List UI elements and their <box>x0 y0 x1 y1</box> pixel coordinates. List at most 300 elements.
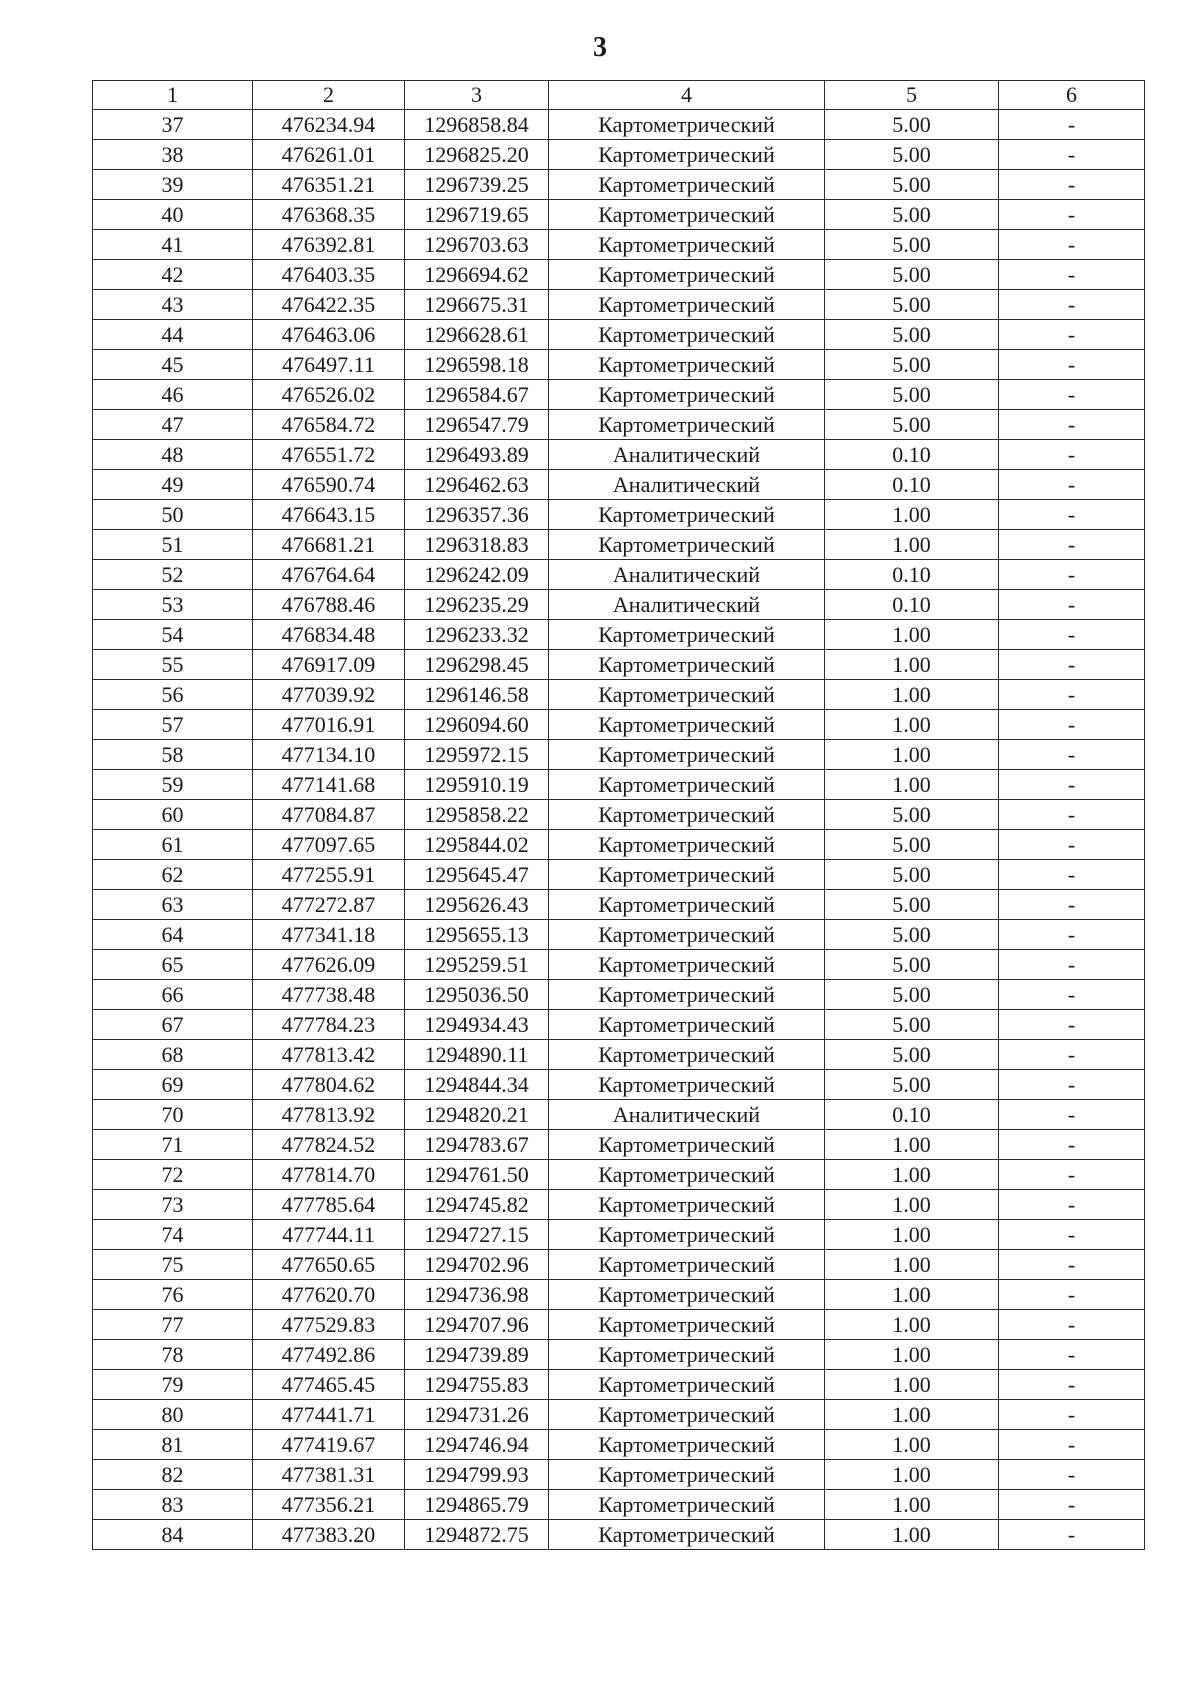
table-row <box>93 170 1145 200</box>
description-cell: - <box>999 1070 1145 1100</box>
accuracy-cell: 0.10 <box>825 470 999 500</box>
column-header-6: 6 <box>999 81 1145 110</box>
y-coordinate-cell: 1295972.15 <box>405 740 549 770</box>
accuracy-cell: 1.00 <box>825 1160 999 1190</box>
accuracy-cell: 1.00 <box>825 1340 999 1370</box>
accuracy-cell: 5.00 <box>825 1040 999 1070</box>
x-coordinate-cell: 477813.42 <box>253 1040 405 1070</box>
y-coordinate-cell: 1295844.02 <box>405 830 549 860</box>
point-number-cell: 51 <box>93 530 253 560</box>
point-number-cell: 80 <box>93 1400 253 1430</box>
table-row <box>93 140 1145 170</box>
method-cell: Картометрический <box>549 1310 825 1340</box>
description-cell: - <box>999 560 1145 590</box>
point-number-cell: 74 <box>93 1220 253 1250</box>
description-cell: - <box>999 200 1145 230</box>
table-row <box>93 920 1145 950</box>
description-cell: - <box>999 1520 1145 1550</box>
x-coordinate-cell: 477419.67 <box>253 1430 405 1460</box>
description-cell: - <box>999 590 1145 620</box>
table-row <box>93 470 1145 500</box>
table-row <box>93 1490 1145 1520</box>
y-coordinate-cell: 1296598.18 <box>405 350 549 380</box>
column-header-2: 2 <box>253 81 405 110</box>
y-coordinate-cell: 1296628.61 <box>405 320 549 350</box>
y-coordinate-cell: 1296825.20 <box>405 140 549 170</box>
description-cell: - <box>999 320 1145 350</box>
x-coordinate-cell: 477785.64 <box>253 1190 405 1220</box>
table-row <box>93 230 1145 260</box>
y-coordinate-cell: 1294761.50 <box>405 1160 549 1190</box>
x-coordinate-cell: 476917.09 <box>253 650 405 680</box>
x-coordinate-cell: 477097.65 <box>253 830 405 860</box>
accuracy-cell: 1.00 <box>825 680 999 710</box>
point-number-cell: 65 <box>93 950 253 980</box>
x-coordinate-cell: 476261.01 <box>253 140 405 170</box>
description-cell: - <box>999 950 1145 980</box>
table-row <box>93 1070 1145 1100</box>
table-row <box>93 530 1145 560</box>
y-coordinate-cell: 1294820.21 <box>405 1100 549 1130</box>
point-number-cell: 76 <box>93 1280 253 1310</box>
table-row <box>93 1430 1145 1460</box>
x-coordinate-cell: 477650.65 <box>253 1250 405 1280</box>
description-cell: - <box>999 1190 1145 1220</box>
accuracy-cell: 5.00 <box>825 860 999 890</box>
method-cell: Картометрический <box>549 770 825 800</box>
y-coordinate-cell: 1295626.43 <box>405 890 549 920</box>
table-row <box>93 1100 1145 1130</box>
point-number-cell: 42 <box>93 260 253 290</box>
method-cell: Картометрический <box>549 500 825 530</box>
y-coordinate-cell: 1296858.84 <box>405 110 549 140</box>
method-cell: Картометрический <box>549 1070 825 1100</box>
y-coordinate-cell: 1294783.67 <box>405 1130 549 1160</box>
method-cell: Картометрический <box>549 860 825 890</box>
method-cell: Картометрический <box>549 1370 825 1400</box>
method-cell: Картометрический <box>549 650 825 680</box>
method-cell: Картометрический <box>549 1520 825 1550</box>
method-cell: Картометрический <box>549 920 825 950</box>
accuracy-cell: 5.00 <box>825 290 999 320</box>
description-cell: - <box>999 290 1145 320</box>
method-cell: Картометрический <box>549 1190 825 1220</box>
method-cell: Картометрический <box>549 1280 825 1310</box>
y-coordinate-cell: 1296584.67 <box>405 380 549 410</box>
y-coordinate-cell: 1296739.25 <box>405 170 549 200</box>
x-coordinate-cell: 476681.21 <box>253 530 405 560</box>
accuracy-cell: 5.00 <box>825 410 999 440</box>
point-number-cell: 38 <box>93 140 253 170</box>
accuracy-cell: 1.00 <box>825 1190 999 1220</box>
point-number-cell: 43 <box>93 290 253 320</box>
method-cell: Картометрический <box>549 380 825 410</box>
method-cell: Картометрический <box>549 830 825 860</box>
method-cell: Картометрический <box>549 530 825 560</box>
accuracy-cell: 5.00 <box>825 320 999 350</box>
method-cell: Картометрический <box>549 170 825 200</box>
method-cell: Картометрический <box>549 350 825 380</box>
table-row <box>93 740 1145 770</box>
x-coordinate-cell: 477383.20 <box>253 1520 405 1550</box>
x-coordinate-cell: 476497.11 <box>253 350 405 380</box>
method-cell: Картометрический <box>549 1040 825 1070</box>
description-cell: - <box>999 1310 1145 1340</box>
point-number-cell: 47 <box>93 410 253 440</box>
page-number: 3 <box>593 32 607 63</box>
point-number-cell: 59 <box>93 770 253 800</box>
y-coordinate-cell: 1295858.22 <box>405 800 549 830</box>
table-row <box>93 770 1145 800</box>
method-cell: Картометрический <box>549 260 825 290</box>
point-number-cell: 62 <box>93 860 253 890</box>
accuracy-cell: 5.00 <box>825 920 999 950</box>
point-number-cell: 72 <box>93 1160 253 1190</box>
method-cell: Картометрический <box>549 1490 825 1520</box>
y-coordinate-cell: 1296233.32 <box>405 620 549 650</box>
description-cell: - <box>999 1130 1145 1160</box>
description-cell: - <box>999 710 1145 740</box>
y-coordinate-cell: 1296547.79 <box>405 410 549 440</box>
method-cell: Картометрический <box>549 410 825 440</box>
y-coordinate-cell: 1296357.36 <box>405 500 549 530</box>
method-cell: Картометрический <box>549 200 825 230</box>
point-number-cell: 71 <box>93 1130 253 1160</box>
table-row <box>93 1040 1145 1070</box>
table-row <box>93 1400 1145 1430</box>
y-coordinate-cell: 1294934.43 <box>405 1010 549 1040</box>
x-coordinate-cell: 477084.87 <box>253 800 405 830</box>
x-coordinate-cell: 476368.35 <box>253 200 405 230</box>
column-header-1: 1 <box>93 81 253 110</box>
accuracy-cell: 1.00 <box>825 1250 999 1280</box>
table-row <box>93 1010 1145 1040</box>
description-cell: - <box>999 1460 1145 1490</box>
x-coordinate-cell: 476551.72 <box>253 440 405 470</box>
method-cell: Аналитический <box>549 440 825 470</box>
point-number-cell: 56 <box>93 680 253 710</box>
accuracy-cell: 1.00 <box>825 1370 999 1400</box>
point-number-cell: 75 <box>93 1250 253 1280</box>
x-coordinate-cell: 477620.70 <box>253 1280 405 1310</box>
table-row <box>93 560 1145 590</box>
header-row <box>93 81 1145 110</box>
point-number-cell: 78 <box>93 1340 253 1370</box>
y-coordinate-cell: 1296094.60 <box>405 710 549 740</box>
accuracy-cell: 1.00 <box>825 1130 999 1160</box>
table-row <box>93 290 1145 320</box>
y-coordinate-cell: 1294736.98 <box>405 1280 549 1310</box>
point-number-cell: 64 <box>93 920 253 950</box>
table-row <box>93 1280 1145 1310</box>
x-coordinate-cell: 477255.91 <box>253 860 405 890</box>
table-row <box>93 500 1145 530</box>
accuracy-cell: 5.00 <box>825 1070 999 1100</box>
y-coordinate-cell: 1294739.89 <box>405 1340 549 1370</box>
method-cell: Картометрический <box>549 1010 825 1040</box>
accuracy-cell: 5.00 <box>825 110 999 140</box>
accuracy-cell: 1.00 <box>825 1520 999 1550</box>
table-row <box>93 1340 1145 1370</box>
y-coordinate-cell: 1294755.83 <box>405 1370 549 1400</box>
method-cell: Картометрический <box>549 950 825 980</box>
accuracy-cell: 5.00 <box>825 1010 999 1040</box>
description-cell: - <box>999 1100 1145 1130</box>
x-coordinate-cell: 477626.09 <box>253 950 405 980</box>
description-cell: - <box>999 470 1145 500</box>
x-coordinate-cell: 476764.64 <box>253 560 405 590</box>
accuracy-cell: 1.00 <box>825 1220 999 1250</box>
description-cell: - <box>999 890 1145 920</box>
x-coordinate-cell: 476234.94 <box>253 110 405 140</box>
point-number-cell: 58 <box>93 740 253 770</box>
description-cell: - <box>999 800 1145 830</box>
accuracy-cell: 5.00 <box>825 350 999 380</box>
description-cell: - <box>999 920 1145 950</box>
point-number-cell: 52 <box>93 560 253 590</box>
accuracy-cell: 5.00 <box>825 200 999 230</box>
table-row <box>93 350 1145 380</box>
table-row <box>93 1310 1145 1340</box>
method-cell: Картометрический <box>549 1160 825 1190</box>
method-cell: Картометрический <box>549 710 825 740</box>
method-cell: Картометрический <box>549 740 825 770</box>
table-row <box>93 1130 1145 1160</box>
x-coordinate-cell: 477039.92 <box>253 680 405 710</box>
description-cell: - <box>999 1040 1145 1070</box>
column-header-4: 4 <box>549 81 825 110</box>
table-row <box>93 1220 1145 1250</box>
x-coordinate-cell: 477492.86 <box>253 1340 405 1370</box>
description-cell: - <box>999 1280 1145 1310</box>
y-coordinate-cell: 1294746.94 <box>405 1430 549 1460</box>
accuracy-cell: 1.00 <box>825 740 999 770</box>
description-cell: - <box>999 230 1145 260</box>
table-row <box>93 590 1145 620</box>
x-coordinate-cell: 476788.46 <box>253 590 405 620</box>
x-coordinate-cell: 477824.52 <box>253 1130 405 1160</box>
table-row <box>93 440 1145 470</box>
description-cell: - <box>999 650 1145 680</box>
accuracy-cell: 1.00 <box>825 1490 999 1520</box>
x-coordinate-cell: 476643.15 <box>253 500 405 530</box>
point-number-cell: 48 <box>93 440 253 470</box>
point-number-cell: 68 <box>93 1040 253 1070</box>
point-number-cell: 41 <box>93 230 253 260</box>
y-coordinate-cell: 1296462.63 <box>405 470 549 500</box>
description-cell: - <box>999 500 1145 530</box>
table-row <box>93 830 1145 860</box>
accuracy-cell: 1.00 <box>825 1310 999 1340</box>
table-row <box>93 1250 1145 1280</box>
x-coordinate-cell: 477272.87 <box>253 890 405 920</box>
method-cell: Картометрический <box>549 1340 825 1370</box>
x-coordinate-cell: 477738.48 <box>253 980 405 1010</box>
column-header-3: 3 <box>405 81 549 110</box>
y-coordinate-cell: 1295910.19 <box>405 770 549 800</box>
table-row <box>93 1190 1145 1220</box>
point-number-cell: 46 <box>93 380 253 410</box>
point-number-cell: 67 <box>93 1010 253 1040</box>
y-coordinate-cell: 1294865.79 <box>405 1490 549 1520</box>
point-number-cell: 50 <box>93 500 253 530</box>
method-cell: Картометрический <box>549 110 825 140</box>
method-cell: Аналитический <box>549 470 825 500</box>
x-coordinate-cell: 477784.23 <box>253 1010 405 1040</box>
accuracy-cell: 1.00 <box>825 620 999 650</box>
point-number-cell: 61 <box>93 830 253 860</box>
point-number-cell: 84 <box>93 1520 253 1550</box>
y-coordinate-cell: 1294799.93 <box>405 1460 549 1490</box>
table-row <box>93 710 1145 740</box>
description-cell: - <box>999 680 1145 710</box>
point-number-cell: 37 <box>93 110 253 140</box>
method-cell: Картометрический <box>549 1430 825 1460</box>
column-header-5: 5 <box>825 81 999 110</box>
x-coordinate-cell: 477341.18 <box>253 920 405 950</box>
method-cell: Картометрический <box>549 680 825 710</box>
method-cell: Картометрический <box>549 230 825 260</box>
description-cell: - <box>999 110 1145 140</box>
table-row <box>93 890 1145 920</box>
x-coordinate-cell: 476526.02 <box>253 380 405 410</box>
accuracy-cell: 1.00 <box>825 530 999 560</box>
accuracy-cell: 1.00 <box>825 1460 999 1490</box>
point-number-cell: 40 <box>93 200 253 230</box>
table-body <box>93 110 1145 1550</box>
accuracy-cell: 5.00 <box>825 830 999 860</box>
description-cell: - <box>999 170 1145 200</box>
point-number-cell: 39 <box>93 170 253 200</box>
method-cell: Картометрический <box>549 290 825 320</box>
description-cell: - <box>999 620 1145 650</box>
table-header <box>93 81 1145 110</box>
method-cell: Картометрический <box>549 890 825 920</box>
accuracy-cell: 1.00 <box>825 770 999 800</box>
accuracy-cell: 1.00 <box>825 500 999 530</box>
point-number-cell: 82 <box>93 1460 253 1490</box>
x-coordinate-cell: 477813.92 <box>253 1100 405 1130</box>
table-row <box>93 320 1145 350</box>
x-coordinate-cell: 477134.10 <box>253 740 405 770</box>
description-cell: - <box>999 1490 1145 1520</box>
x-coordinate-cell: 477016.91 <box>253 710 405 740</box>
y-coordinate-cell: 1296719.65 <box>405 200 549 230</box>
table-row <box>93 260 1145 290</box>
y-coordinate-cell: 1295645.47 <box>405 860 549 890</box>
point-number-cell: 66 <box>93 980 253 1010</box>
point-number-cell: 55 <box>93 650 253 680</box>
method-cell: Картометрический <box>549 620 825 650</box>
point-number-cell: 54 <box>93 620 253 650</box>
point-number-cell: 63 <box>93 890 253 920</box>
method-cell: Картометрический <box>549 140 825 170</box>
accuracy-cell: 5.00 <box>825 980 999 1010</box>
accuracy-cell: 1.00 <box>825 1400 999 1430</box>
table-row <box>93 410 1145 440</box>
y-coordinate-cell: 1296146.58 <box>405 680 549 710</box>
y-coordinate-cell: 1294844.34 <box>405 1070 549 1100</box>
table-row <box>93 380 1145 410</box>
method-cell: Картометрический <box>549 800 825 830</box>
x-coordinate-cell: 476403.35 <box>253 260 405 290</box>
table-row <box>93 650 1145 680</box>
accuracy-cell: 0.10 <box>825 440 999 470</box>
point-number-cell: 69 <box>93 1070 253 1100</box>
table-row <box>93 950 1145 980</box>
point-number-cell: 45 <box>93 350 253 380</box>
method-cell: Аналитический <box>549 560 825 590</box>
description-cell: - <box>999 770 1145 800</box>
x-coordinate-cell: 477381.31 <box>253 1460 405 1490</box>
accuracy-cell: 5.00 <box>825 380 999 410</box>
y-coordinate-cell: 1296675.31 <box>405 290 549 320</box>
x-coordinate-cell: 476351.21 <box>253 170 405 200</box>
table-row <box>93 200 1145 230</box>
point-number-cell: 49 <box>93 470 253 500</box>
table-row <box>93 1370 1145 1400</box>
x-coordinate-cell: 476392.81 <box>253 230 405 260</box>
x-coordinate-cell: 477141.68 <box>253 770 405 800</box>
description-cell: - <box>999 1340 1145 1370</box>
x-coordinate-cell: 477804.62 <box>253 1070 405 1100</box>
description-cell: - <box>999 1370 1145 1400</box>
point-number-cell: 44 <box>93 320 253 350</box>
accuracy-cell: 1.00 <box>825 1280 999 1310</box>
point-number-cell: 77 <box>93 1310 253 1340</box>
y-coordinate-cell: 1296493.89 <box>405 440 549 470</box>
method-cell: Картометрический <box>549 1250 825 1280</box>
description-cell: - <box>999 830 1145 860</box>
description-cell: - <box>999 410 1145 440</box>
x-coordinate-cell: 477465.45 <box>253 1370 405 1400</box>
description-cell: - <box>999 140 1145 170</box>
x-coordinate-cell: 477441.71 <box>253 1400 405 1430</box>
description-cell: - <box>999 740 1145 770</box>
y-coordinate-cell: 1296235.29 <box>405 590 549 620</box>
y-coordinate-cell: 1295655.13 <box>405 920 549 950</box>
y-coordinate-cell: 1294702.96 <box>405 1250 549 1280</box>
description-cell: - <box>999 260 1145 290</box>
description-cell: - <box>999 350 1145 380</box>
method-cell: Аналитический <box>549 1100 825 1130</box>
point-number-cell: 73 <box>93 1190 253 1220</box>
point-number-cell: 57 <box>93 710 253 740</box>
method-cell: Картометрический <box>549 1220 825 1250</box>
description-cell: - <box>999 440 1145 470</box>
table-row <box>93 110 1145 140</box>
description-cell: - <box>999 530 1145 560</box>
table-row <box>93 860 1145 890</box>
accuracy-cell: 5.00 <box>825 140 999 170</box>
accuracy-cell: 5.00 <box>825 890 999 920</box>
accuracy-cell: 5.00 <box>825 950 999 980</box>
method-cell: Картометрический <box>549 1400 825 1430</box>
y-coordinate-cell: 1294731.26 <box>405 1400 549 1430</box>
description-cell: - <box>999 380 1145 410</box>
x-coordinate-cell: 477529.83 <box>253 1310 405 1340</box>
point-number-cell: 81 <box>93 1430 253 1460</box>
coordinates-table <box>92 80 1145 1550</box>
x-coordinate-cell: 476422.35 <box>253 290 405 320</box>
table-row <box>93 620 1145 650</box>
description-cell: - <box>999 1160 1145 1190</box>
accuracy-cell: 0.10 <box>825 590 999 620</box>
point-number-cell: 79 <box>93 1370 253 1400</box>
y-coordinate-cell: 1294707.96 <box>405 1310 549 1340</box>
accuracy-cell: 0.10 <box>825 560 999 590</box>
point-number-cell: 60 <box>93 800 253 830</box>
